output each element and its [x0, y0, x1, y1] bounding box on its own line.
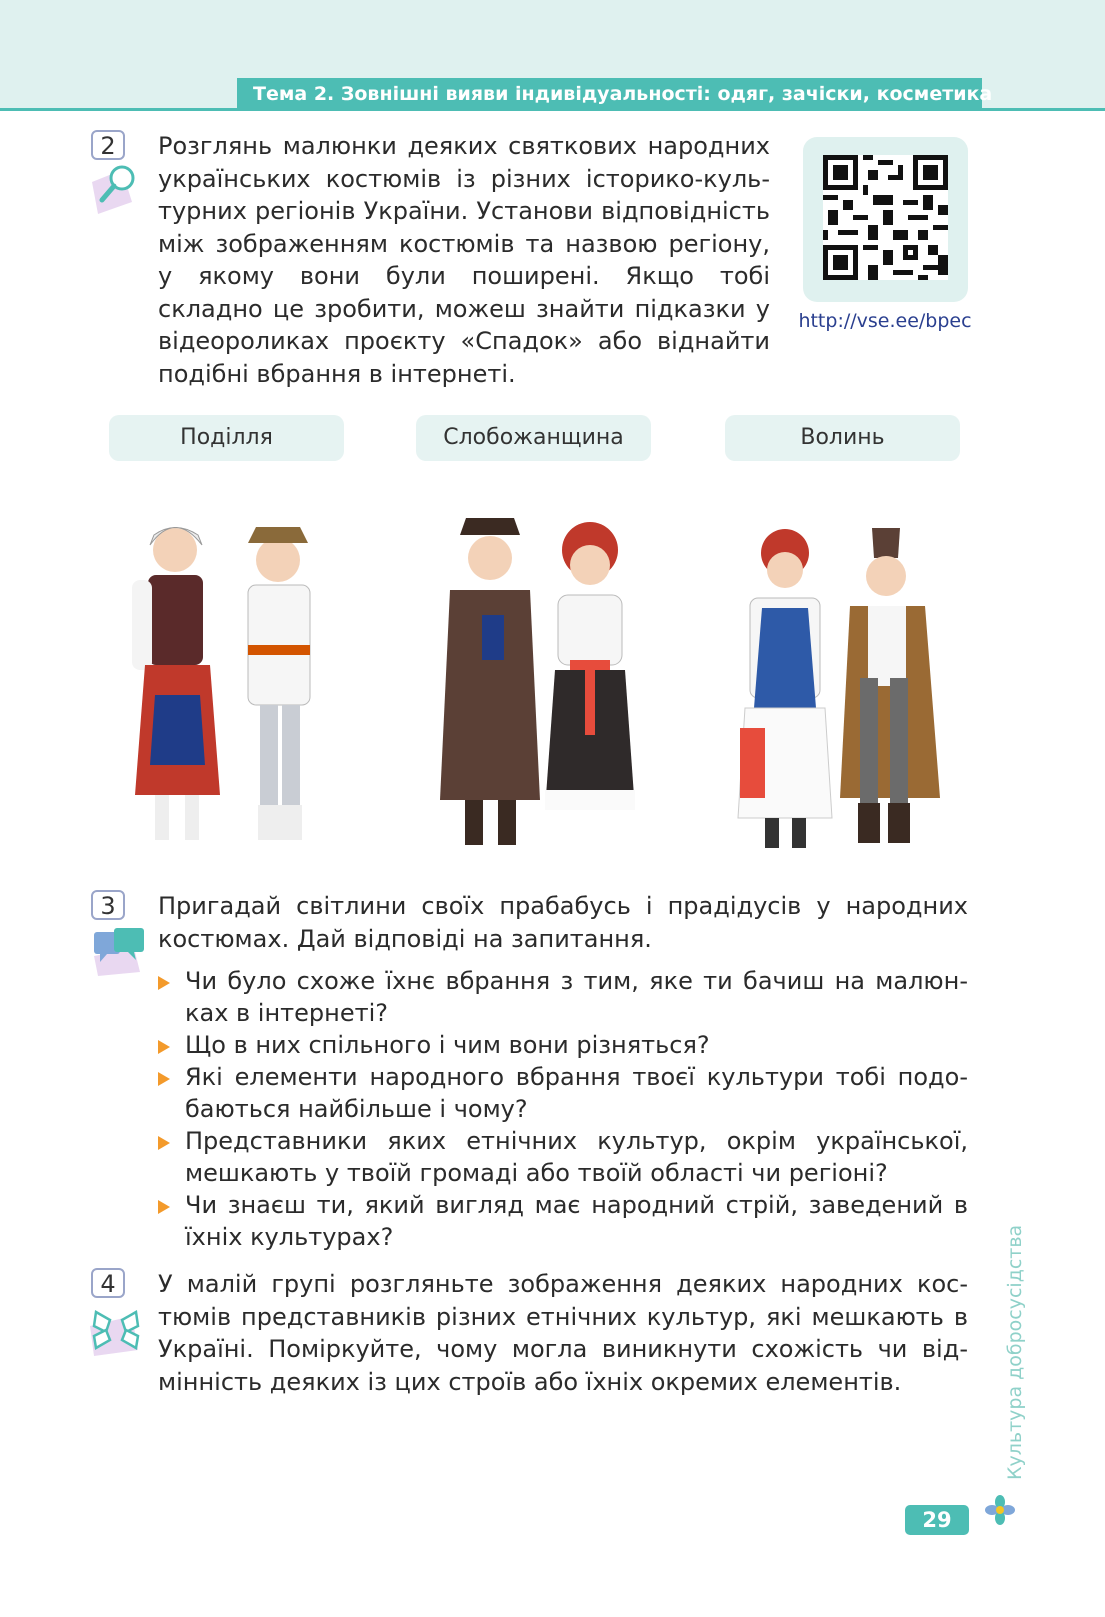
- qr-code: [823, 155, 948, 280]
- task3-question: Що в них спільного і чим вони різняться?: [158, 1029, 968, 1061]
- region-label-slobozhanshchyna: Слобожанщина: [416, 415, 651, 461]
- teamwork-icon: [86, 1302, 146, 1360]
- costume-couple-illustration-1: [120, 505, 340, 860]
- task3-text: Пригадай світлини своїх прабабусь і прадідусів у народних костюмах. Дай відповіді на запитання.: [158, 892, 968, 953]
- task-number-2: 2: [91, 130, 125, 160]
- task3-question: Представники яких етнічних культур, окрім української, мешкають у твоїй громаді або твоїй області чи регіоні?: [158, 1125, 968, 1189]
- task3-question: Чи було схоже їхнє вбрання з тим, яке ти бачиш на малюнках в інтернеті?: [158, 965, 968, 1029]
- region-label-podillia: Поділля: [109, 415, 344, 461]
- topic-banner: Тема 2. Зовнішні вияви індивідуальності: одяг, зачіски, косметика: [237, 78, 982, 111]
- side-section-title: Культура добросусідства: [1004, 1224, 1026, 1480]
- costume-couple-illustration-3: [730, 518, 950, 863]
- task3-question: Які елементи народного вбрання твоєї культури тобі подобаються найбільше і чому?: [158, 1061, 968, 1125]
- task-number-3: 3: [91, 890, 125, 920]
- flower-icon: [985, 1495, 1015, 1525]
- qr-link[interactable]: http://vse.ee/bpec: [798, 310, 972, 332]
- region-label-volyn: Волинь: [725, 415, 960, 461]
- task2-text: Розглянь малюнки деяких святкових народних українських костюмів із різних історико-культурних регіонів України. Установи відповідність між зображенням костюмів та назвою регіону, у якому вони були поширені. Якщо тобі складно це зробити, можеш знайти підказки у відеороликах проєкту «Спадок» або віднайти подібні вбрання в інтернеті.: [158, 132, 770, 388]
- task-number-4: 4: [91, 1268, 125, 1298]
- costume-couple-illustration-2: [430, 510, 650, 860]
- magnifier-icon: [88, 162, 144, 217]
- task3-question-list: [158, 965, 968, 1253]
- task3-question: Чи знаєш ти, який вигляд має народний стрій, заведений в їхніх культурах?: [158, 1189, 968, 1253]
- task4-text: У малій групі розгляньте зображення деяких народних костюмів представників різних етнічних культур, які мешкають в Україні. Поміркуйте, чому могла виникнути схожість чи відмінність деяких із цих строїв або їхніх окремих елементів.: [158, 1270, 968, 1396]
- chat-icon: [90, 926, 150, 978]
- page-number: 29: [905, 1505, 969, 1535]
- qr-code-box: [803, 137, 968, 302]
